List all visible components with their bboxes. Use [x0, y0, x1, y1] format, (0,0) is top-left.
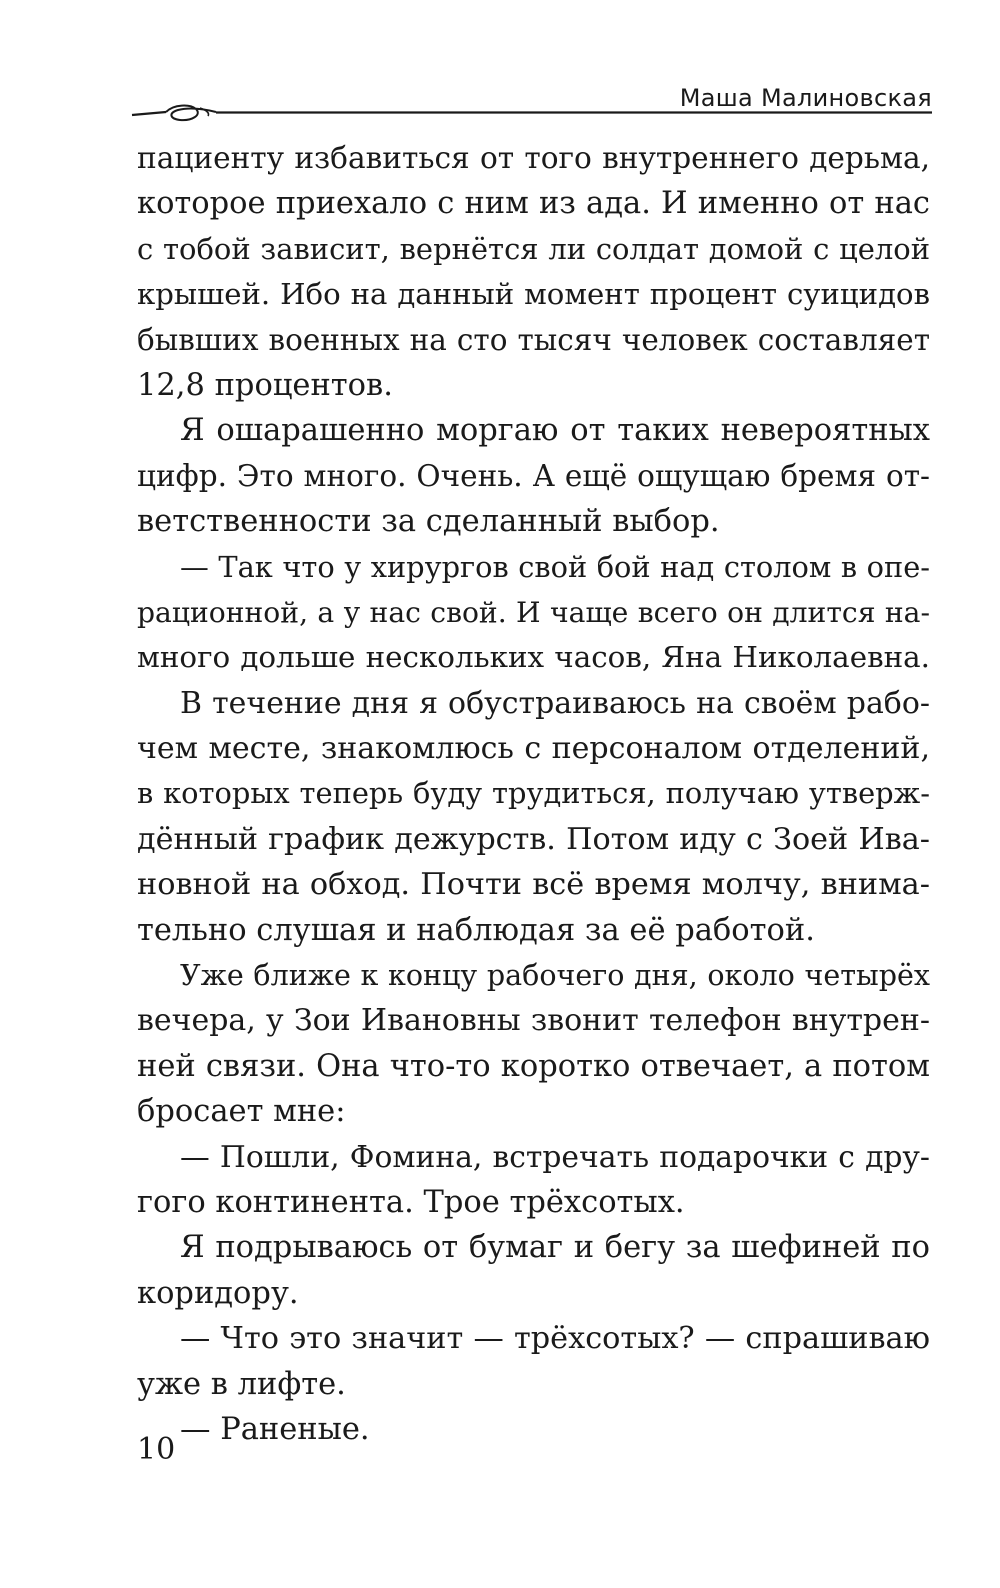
text-line: цифр. Это много. Очень. А ещё ощущаю бремя от- [137, 458, 930, 493]
body-text [137, 136, 930, 1452]
paragraph [137, 545, 930, 681]
text-line: — Что это значит — трёхсотых? — спрашиваю [180, 1321, 930, 1357]
text-line: пациенту избавиться от того внутреннего дерьма, [137, 141, 930, 175]
text-line: рационной, а у нас свой. И чаще всего он длится на- [137, 595, 930, 629]
paragraph [137, 136, 930, 408]
paragraph [137, 1135, 930, 1226]
text-line: уже в лифте. [137, 1366, 346, 1402]
text-line: В течение дня я обустраиваюсь на своём рабо- [180, 685, 930, 721]
text-line: 12,8 процентов. [137, 367, 393, 403]
paragraph [137, 681, 930, 953]
text-line: Я ошарашенно моргаю от таких невероятных [180, 413, 930, 449]
paragraph [137, 1316, 930, 1407]
text-line: гого континента. Трое трёхсотых. [137, 1184, 685, 1220]
text-line: много дольше нескольких часов, Яна Николаевна. [137, 640, 930, 675]
text-line: бывших военных на сто тысяч человек составляет [137, 322, 930, 357]
text-line: с тобой зависит, вернётся ли солдат домой с целой [137, 231, 930, 266]
paragraph [137, 408, 930, 544]
text-line: которое приехало с ним из ада. И именно от нас [137, 186, 930, 222]
text-line: тельно слушая и наблюдая за её работой. [137, 912, 815, 948]
text-line: — Так что у хирургов свой бой над столом в опе- [180, 549, 930, 584]
text-line: ней связи. Она что-то коротко отвечает, а потом [137, 1048, 930, 1084]
author-name: Маша Малиновская [679, 84, 932, 112]
text-line: коридору. [137, 1275, 299, 1311]
text-line: — Пошли, Фомина, встречать подарочки с дру- [180, 1139, 930, 1175]
text-line: ветственности за сделанный выбор. [137, 504, 720, 540]
text-line: бросает мне: [137, 1094, 346, 1130]
paragraph [137, 953, 930, 1135]
paragraph [137, 1407, 930, 1452]
page-number: 10 [137, 1432, 176, 1467]
text-line: — Раненые. [180, 1411, 370, 1447]
header-rule-ornament-icon [130, 100, 932, 126]
text-line: Уже ближе к концу рабочего дня, около четырёх [180, 959, 930, 993]
text-line: Я подрываюсь от бумаг и бегу за шефиней по [180, 1230, 930, 1266]
paragraph [137, 1225, 930, 1316]
text-line: дённый график дежурств. Потом иду с Зоей Ива- [137, 821, 930, 857]
text-line: вечера, у Зои Ивановны звонит телефон внутрен- [137, 1003, 930, 1039]
text-line: чем месте, знакомлюсь с персоналом отделений, [137, 731, 930, 767]
text-line: крышей. Ибо на данный момент процент суицидов [137, 277, 930, 312]
text-line: новной на обход. Почти всё время молчу, внима- [137, 867, 930, 903]
text-line: в которых теперь буду трудиться, получаю утверж- [137, 776, 930, 811]
running-header [130, 78, 932, 126]
